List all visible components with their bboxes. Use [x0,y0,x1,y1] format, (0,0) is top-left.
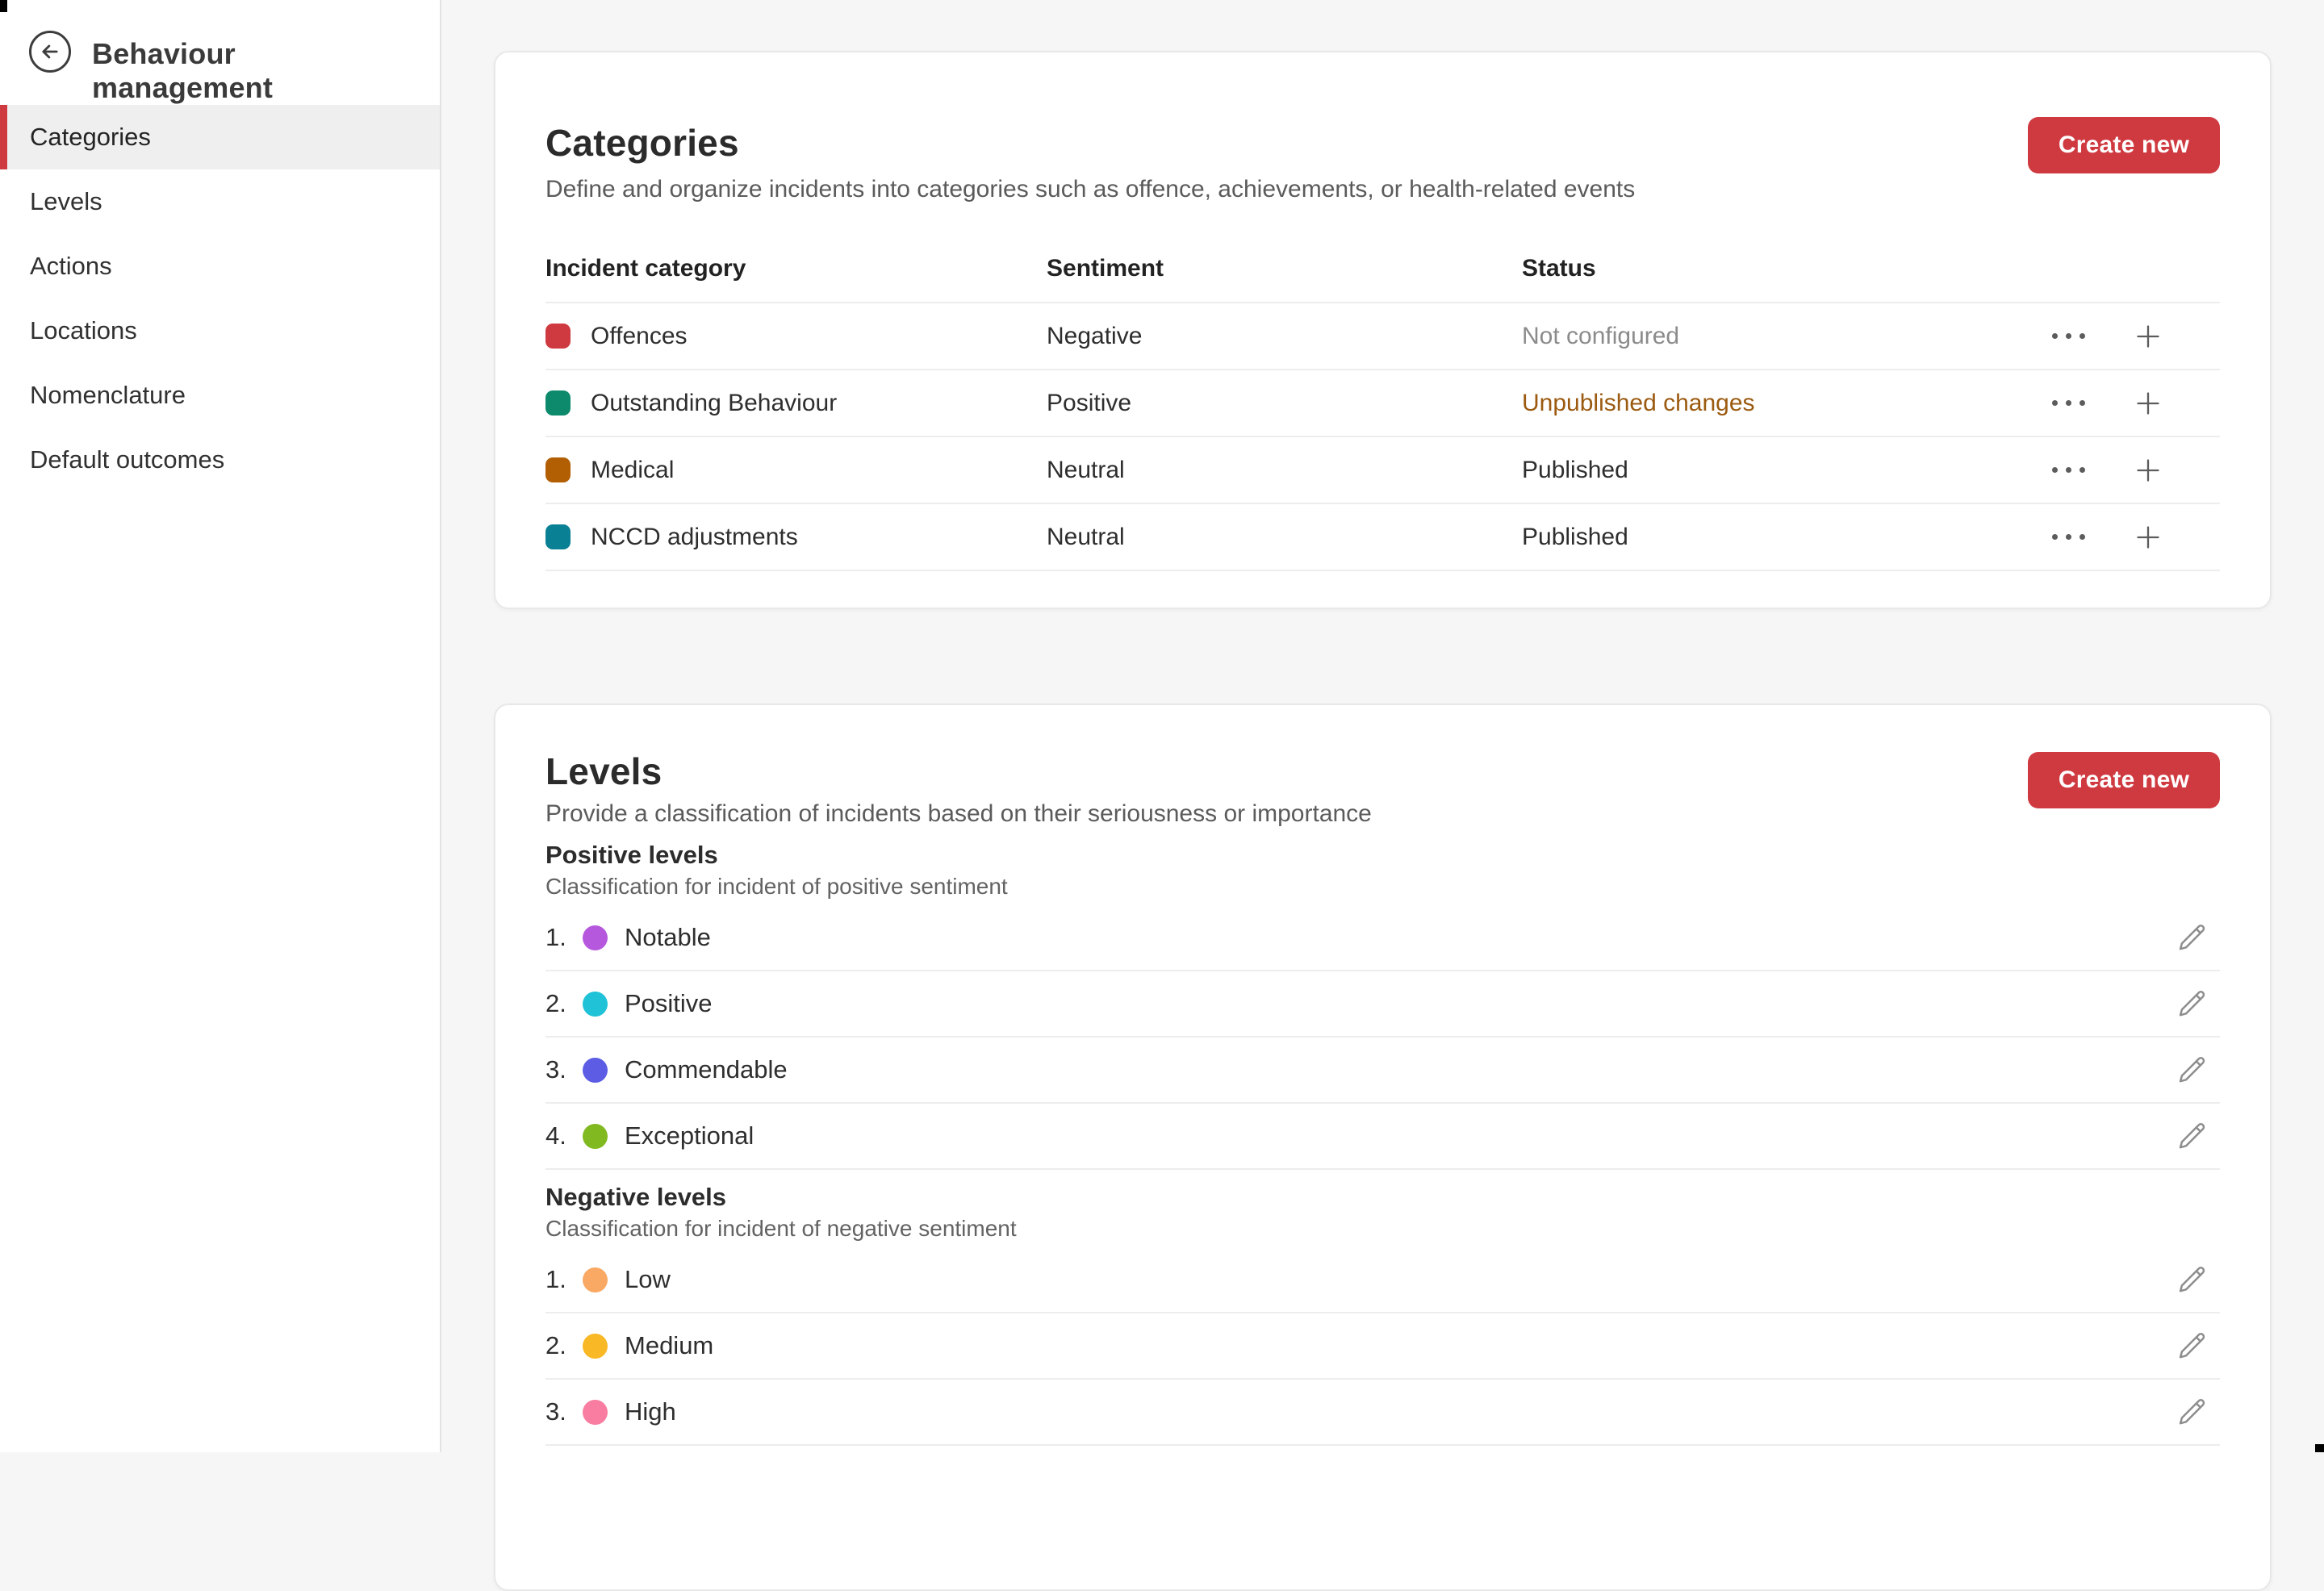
sidebar-item-categories[interactable] [0,105,440,169]
sidebar-item-label: Categories [30,123,151,151]
sidebar [0,0,441,1452]
level-section-heading: Positive levels [545,841,718,869]
level-color-dot [583,1400,608,1425]
level-color-dot [583,1334,608,1359]
main-content [443,0,2324,1452]
categories-table [545,235,2220,571]
category-sentiment: Neutral [1047,456,1125,483]
level-color-dot [583,1124,608,1149]
level-edit-button[interactable] [2171,1115,2213,1157]
pencil-icon [2176,1054,2209,1086]
level-name: Positive [625,989,713,1017]
category-status: Not configured [1522,322,1680,349]
level-edit-button[interactable] [2171,917,2213,958]
category-row-medical [545,436,2220,503]
pencil-icon [2176,1120,2209,1152]
category-color-swatch [545,390,571,415]
pencil-icon [2176,1330,2209,1362]
level-section-positive-levels [545,841,2220,1170]
level-sections [545,841,2220,1446]
sidebar-item-locations[interactable] [0,299,440,363]
level-name: Low [625,1265,671,1293]
categories-table-rows [545,302,2220,571]
level-name: Medium [625,1331,714,1359]
category-row-outstanding-behaviour [545,369,2220,436]
sidebar-nav [0,105,440,492]
pencil-icon [2176,1396,2209,1428]
sidebar-item-label: Default outcomes [30,445,225,474]
level-section-subheading: Classification for incident of positive sentiment [545,874,1008,899]
categories-table-header [545,235,2220,302]
category-sentiment: Negative [1047,322,1143,349]
category-status: Published [1522,456,1628,483]
category-sentiment: Neutral [1047,523,1125,550]
row-more-actions-button[interactable] [2047,328,2090,344]
level-edit-button[interactable] [2171,1391,2213,1433]
row-more-actions-button[interactable] [2047,462,2090,478]
level-index: 1. [545,923,566,951]
back-button[interactable] [29,31,71,73]
plus-icon [2132,387,2164,420]
row-add-button[interactable] [2127,315,2169,357]
level-name: Notable [625,923,711,951]
level-index: 2. [545,1331,566,1359]
sidebar-item-label: Nomenclature [30,381,186,409]
category-name: Offences [591,322,688,349]
categories-card-title: Categories [545,122,739,164]
level-list [545,1247,2220,1446]
level-row-commendable [545,1038,2220,1104]
level-color-dot [583,992,608,1017]
sidebar-item-nomenclature[interactable] [0,363,440,428]
levels-card [494,704,2272,1591]
plus-icon [2132,454,2164,486]
level-index: 4. [545,1121,566,1150]
level-edit-button[interactable] [2171,983,2213,1025]
level-edit-button[interactable] [2171,1325,2213,1367]
sidebar-header [0,0,440,105]
category-color-swatch [545,524,571,549]
level-index: 2. [545,989,566,1017]
category-row-nccd-adjustments [545,503,2220,570]
plus-icon [2132,521,2164,553]
level-index: 3. [545,1055,566,1084]
category-row-offences [545,302,2220,369]
level-section-heading: Negative levels [545,1183,727,1211]
sidebar-item-label: Levels [30,187,102,215]
level-edit-button[interactable] [2171,1259,2213,1301]
level-edit-button[interactable] [2171,1049,2213,1091]
row-add-button[interactable] [2127,449,2169,491]
screen-corner-artifact-bottom-right [2315,1444,2324,1452]
level-row-low [545,1247,2220,1313]
category-status: Unpublished changes [1522,389,1755,416]
category-name: Medical [591,456,675,483]
level-row-high [545,1380,2220,1446]
column-header-sentiment: Sentiment [1047,254,1164,282]
sidebar-item-default-outcomes[interactable] [0,428,440,492]
plus-icon [2132,320,2164,353]
category-sentiment: Positive [1047,389,1132,416]
level-color-dot [583,1267,608,1292]
ellipsis-icon [2052,400,2058,406]
row-add-button[interactable] [2127,382,2169,424]
create-category-button[interactable]: Create new [2028,117,2220,173]
sidebar-item-label: Actions [30,252,112,280]
level-index: 1. [545,1265,566,1293]
level-list [545,905,2220,1170]
row-more-actions-button[interactable] [2047,529,2090,545]
level-index: 3. [545,1397,566,1426]
categories-card-subtitle: Define and organize incidents into categories such as offence, achievements, or health-related events [545,176,1636,203]
pencil-icon [2176,988,2209,1020]
arrow-left-icon [39,40,61,63]
level-row-exceptional [545,1104,2220,1170]
category-color-swatch [545,324,571,349]
levels-card-title: Levels [545,750,663,792]
pencil-icon [2176,1263,2209,1296]
ellipsis-icon [2052,333,2058,339]
level-color-dot [583,925,608,950]
category-color-swatch [545,457,571,482]
category-name: NCCD adjustments [591,523,798,550]
level-name: Exceptional [625,1121,754,1150]
category-status: Published [1522,523,1628,550]
level-section-negative-levels [545,1183,2220,1446]
ellipsis-icon [2052,534,2058,540]
column-header-incident-category: Incident category [545,254,746,282]
ellipsis-icon [2052,467,2058,473]
level-section-subheading: Classification for incident of negative sentiment [545,1216,1017,1241]
level-row-notable [545,905,2220,971]
column-header-status: Status [1522,254,1596,282]
sidebar-item-actions[interactable] [0,234,440,299]
level-name: Commendable [625,1055,788,1084]
screen-corner-artifact-top-left [0,0,7,12]
row-add-button[interactable] [2127,516,2169,558]
sidebar-item-label: Locations [30,316,137,345]
level-name: High [625,1397,676,1426]
create-level-button[interactable]: Create new [2028,752,2220,808]
categories-card [494,51,2272,609]
level-color-dot [583,1058,608,1083]
category-name: Outstanding Behaviour [591,389,838,416]
pencil-icon [2176,921,2209,954]
level-row-positive [545,971,2220,1038]
sidebar-item-levels[interactable] [0,169,440,234]
level-row-medium [545,1313,2220,1380]
levels-card-subtitle: Provide a classification of incidents based on their seriousness or importance [545,800,1372,827]
row-more-actions-button[interactable] [2047,395,2090,411]
page-title: Behaviour management [92,37,274,104]
